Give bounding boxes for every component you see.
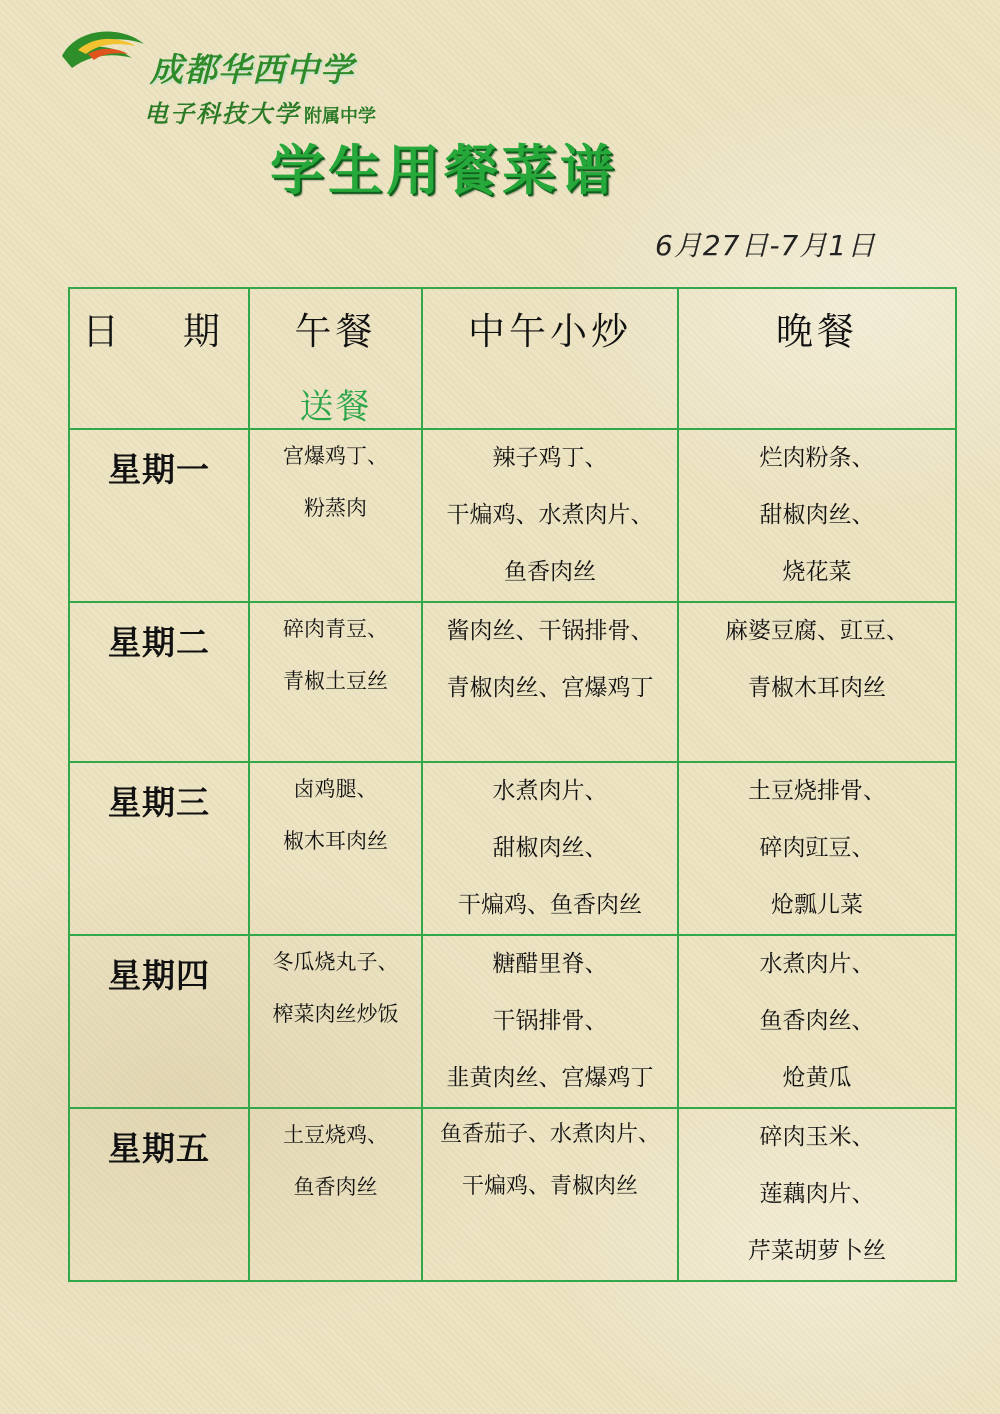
lunch-cell <box>249 429 422 602</box>
dinner-cell <box>678 429 956 602</box>
dish-item: 炝黄瓜 <box>782 1065 852 1091</box>
dish-item: 土豆烧排骨、 <box>748 778 886 804</box>
header-date-cell <box>69 288 249 429</box>
noon-cell <box>422 602 678 762</box>
table-row <box>69 602 956 762</box>
dish-item: 烂肉粉条、 <box>759 445 875 471</box>
lunch-cell <box>249 602 422 762</box>
header-lunch: 午餐 <box>294 310 377 353</box>
dish-item: 鱼香肉丝、 <box>759 1008 875 1034</box>
date-range: 6月27日-7月1日 <box>655 229 877 262</box>
dish-item: 水煮肉片、 <box>759 951 875 977</box>
day-label: 星期一 <box>108 450 210 489</box>
dish-item: 鱼香肉丝 <box>293 1175 378 1199</box>
dish-item: 干锅排骨、 <box>492 1008 608 1034</box>
dish-item: 炝瓢儿菜 <box>771 892 863 918</box>
dish-item: 芹菜胡萝卜丝 <box>748 1238 886 1264</box>
day-label: 星期五 <box>108 1129 210 1168</box>
lunch-cell <box>249 935 422 1108</box>
table-row <box>69 935 956 1108</box>
menu-table <box>68 287 957 1282</box>
header-noon-stirfry-cell <box>422 288 678 429</box>
table-row <box>69 429 956 602</box>
table-row <box>69 1108 956 1281</box>
day-cell <box>69 762 249 935</box>
dish-item: 酱肉丝、干锅排骨、 <box>446 618 654 644</box>
dish-item: 青椒木耳肉丝 <box>748 675 886 701</box>
day-label: 星期三 <box>108 783 210 822</box>
lunch-cell <box>249 1108 422 1281</box>
affiliation-university: 电子科技大学 <box>144 100 300 128</box>
dish-item: 碎肉玉米、 <box>759 1124 875 1150</box>
header-lunch-delivery: 送餐 <box>299 387 372 427</box>
affiliation-suffix: 附属中学 <box>304 106 376 127</box>
dish-item: 青椒土豆丝 <box>283 669 388 693</box>
dish-item: 土豆烧鸡、 <box>283 1123 388 1147</box>
dish-item: 甜椒肉丝、 <box>759 502 875 528</box>
dish-item: 干煸鸡、水煮肉片、 <box>446 502 654 528</box>
table-row <box>69 762 956 935</box>
dish-item: 烧花菜 <box>782 559 852 585</box>
dish-item: 碎肉豇豆、 <box>759 835 875 861</box>
dish-item: 榨菜肉丝炒饭 <box>272 1002 399 1026</box>
dinner-cell <box>678 602 956 762</box>
noon-cell <box>422 1108 678 1281</box>
dish-item: 干煸鸡、鱼香肉丝 <box>458 892 642 918</box>
dish-item: 糖醋里脊、 <box>492 951 608 977</box>
dish-item: 宫爆鸡丁、 <box>283 444 388 468</box>
dish-item: 鱼香肉丝 <box>504 559 596 585</box>
dish-item: 椒木耳肉丝 <box>283 829 388 853</box>
day-cell <box>69 1108 249 1281</box>
dish-item: 粉蒸肉 <box>304 496 367 520</box>
lunch-cell <box>249 762 422 935</box>
header-dinner-cell <box>678 288 956 429</box>
dinner-cell <box>678 1108 956 1281</box>
noon-cell <box>422 429 678 602</box>
day-cell <box>69 602 249 762</box>
dish-item: 韭黄肉丝、宫爆鸡丁 <box>446 1065 654 1091</box>
day-cell <box>69 429 249 602</box>
dish-item: 卤鸡腿、 <box>293 777 378 801</box>
header-noon-stirfry: 中午小炒 <box>468 310 632 353</box>
noon-cell <box>422 762 678 935</box>
dish-item: 青椒肉丝、宫爆鸡丁 <box>446 675 654 701</box>
leaf-logo-icon <box>58 26 148 72</box>
school-logo <box>58 22 478 128</box>
dish-item: 水煮肉片、 <box>492 778 608 804</box>
school-name: 成都华西中学 <box>150 50 354 89</box>
dish-item: 甜椒肉丝、 <box>492 835 608 861</box>
dish-item: 莲藕肉片、 <box>759 1181 875 1207</box>
header-date: 日 期 <box>82 310 246 353</box>
page-title: 学生用餐菜谱 <box>270 139 618 202</box>
dinner-cell <box>678 935 956 1108</box>
header-row <box>69 288 956 429</box>
header-dinner: 晚餐 <box>776 310 858 353</box>
dish-item: 麻婆豆腐、豇豆、 <box>725 618 909 644</box>
day-label: 星期四 <box>108 956 210 995</box>
day-cell <box>69 935 249 1108</box>
day-label: 星期二 <box>108 623 210 662</box>
dish-item: 辣子鸡丁、 <box>492 445 608 471</box>
school-affiliation <box>144 94 376 129</box>
noon-cell <box>422 935 678 1108</box>
dish-item: 干煸鸡、青椒肉丝 <box>461 1174 638 1199</box>
dinner-cell <box>678 762 956 935</box>
dish-item: 碎肉青豆、 <box>283 617 388 641</box>
dish-item: 冬瓜烧丸子、 <box>272 950 399 974</box>
header-lunch-cell <box>249 288 422 429</box>
dish-item: 鱼香茄子、水煮肉片、 <box>439 1122 660 1147</box>
